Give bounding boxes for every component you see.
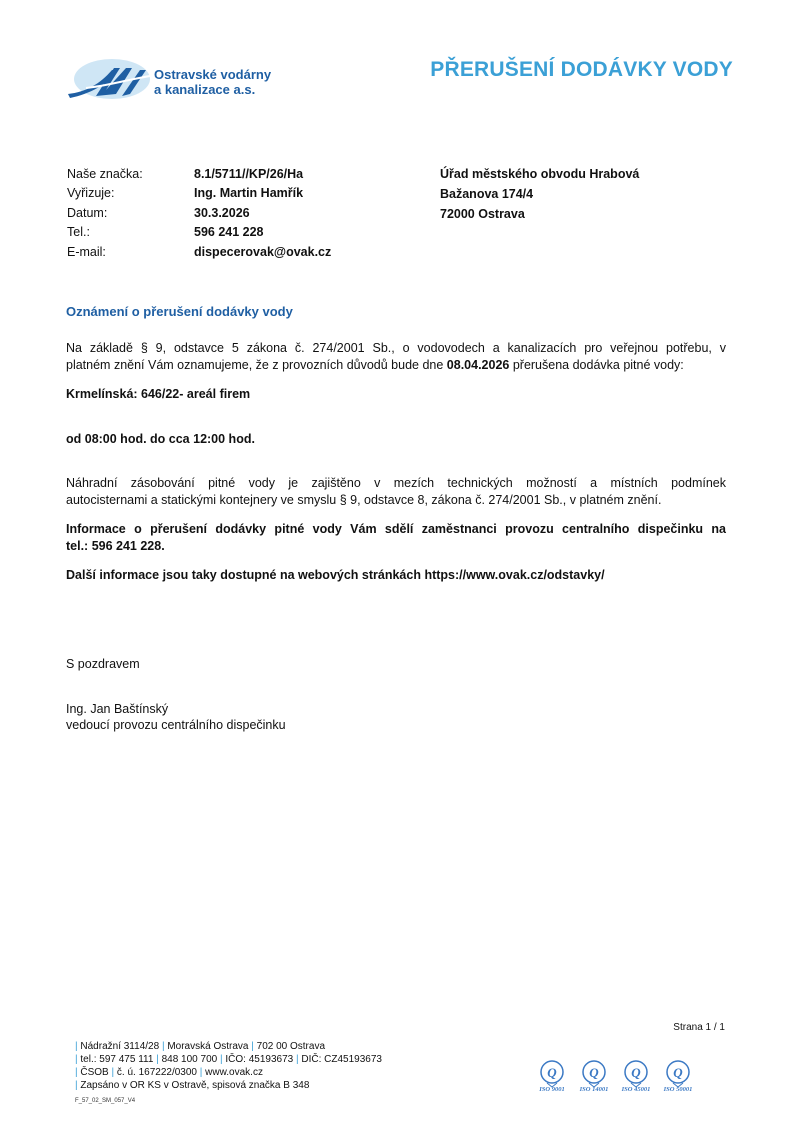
outage-date: 08.04.2026 [446, 357, 510, 372]
meta-value: 30.3.2026 [194, 205, 250, 220]
meta-value: dispecerovak@ovak.cz [194, 244, 332, 259]
meta-label: Tel.: [67, 225, 90, 240]
supply-line: Náhradní zásobování pitné vody je zajištěno v mezích technických možností a místních podmínek [66, 476, 726, 490]
iso-certifications [535, 1058, 695, 1093]
addressee-line: Úřad městského obvodu Hrabová [440, 167, 640, 181]
footer-item: www.ovak.cz [205, 1067, 263, 1078]
signature-block [66, 701, 286, 733]
document-title: PŘERUŠENÍ DODÁVKY VODY [430, 58, 733, 81]
footer-line: | tel.: 597 475 111 | 848 100 700 | IČO: 45193673 | DIČ: CZ45193673 [75, 1054, 382, 1065]
iso-badge [535, 1058, 569, 1093]
addressee-line: Bažanova 174/4 [440, 187, 534, 201]
footer-line: | Nádražní 3114/28 | Moravská Ostrava | 702 00 Ostrava [75, 1041, 326, 1052]
footer-item: Nádražní 3114/28 [80, 1041, 160, 1052]
iso-badge [619, 1058, 653, 1093]
intro-line [66, 357, 726, 374]
meta-label: Datum: [67, 205, 108, 220]
iso-label: ISO 45001 [621, 1086, 651, 1093]
meta-label: E-mail: [67, 244, 106, 259]
page-number: Strana 1 / 1 [673, 1022, 725, 1033]
greeting: S pozdravem [66, 657, 140, 671]
signatory-name: Ing. Jan Baštínský [66, 702, 169, 716]
quality-seal-icon [579, 1058, 609, 1088]
outage-time: od 08:00 hod. do cca 12:00 hod. [66, 432, 255, 446]
footer-contact [75, 1040, 382, 1092]
footer-item: č. ú. 167222/0300 [116, 1067, 197, 1078]
footer-item: 848 100 700 [161, 1054, 218, 1065]
footer-item: Zapsáno v OR KS v Ostravě, spisová značka B 348 [80, 1080, 310, 1091]
company-name-line2: a kanalizace a.s. [154, 82, 256, 97]
info-line: tel.: 596 241 228. [66, 538, 165, 553]
info-line: Informace o přerušení dodávky pitné vody Vám sdělí zaměstnanci provozu centralního dispečinku na [66, 522, 726, 536]
meta-value: 596 241 228 [194, 225, 264, 240]
iso-label: ISO 9001 [539, 1086, 565, 1093]
footer-item: 702 00 Ostrava [256, 1041, 326, 1052]
meta-value: 8.1/5711//KP/26/Ha [194, 167, 304, 181]
form-code: F_57_02_SM_057_V4 [75, 1098, 136, 1104]
company-name-line1: Ostravské vodárny [154, 67, 272, 82]
quality-seal-icon [537, 1058, 567, 1088]
footer-item: tel.: 597 475 111 [80, 1054, 154, 1065]
footer-item: IČO: 45193673 [225, 1054, 294, 1065]
svg-text:Q: Q [631, 1065, 641, 1080]
footer-line: | ČSOB | č. ú. 167222/0300 | www.ovak.cz [75, 1067, 263, 1078]
iso-label: ISO 14001 [579, 1086, 609, 1093]
supply-paragraph [66, 475, 726, 508]
info-paragraph [66, 521, 726, 554]
meta-row-email [67, 243, 331, 262]
meta-value: Ing. Martin Hamřík [194, 186, 304, 201]
footer-item: ČSOB [80, 1067, 109, 1078]
intro-line: Na základě § 9, odstavce 5 zákona č. 274/2001 Sb., o vodovodech a kanalizacích pro veřejnou potřebu, v [66, 341, 726, 355]
footer-line: | Zapsáno v OR KS v Ostravě, spisová značka B 348 [75, 1080, 310, 1091]
svg-text:Q: Q [589, 1065, 599, 1080]
supply-line: autocisternami a statickými kontejnery ve smyslu § 9, odstavce 8, zákona č. 274/2001 Sb., v platném znění. [66, 492, 662, 507]
footer-item: DIČ: CZ45193673 [301, 1054, 382, 1065]
iso-badge [577, 1058, 611, 1093]
addressee-block [440, 164, 639, 224]
ovak-logo [66, 56, 154, 102]
company-name [154, 67, 271, 97]
outage-location: Krmelínská: 646/22- areál firem [66, 387, 251, 401]
meta-row-date [67, 204, 331, 223]
iso-badge [661, 1058, 695, 1093]
intro-text: přerušena dodávka pitné vody: [509, 357, 684, 372]
meta-row-handler [67, 184, 331, 203]
signatory-role: vedoucí provozu centrálního dispečinku [66, 718, 286, 732]
iso-label: ISO 50001 [663, 1086, 693, 1093]
footer-item: Moravská Ostrava [167, 1041, 249, 1052]
addressee-line: 72000 Ostrava [440, 207, 525, 221]
svg-text:Q: Q [673, 1065, 683, 1080]
meta-label: Naše značka: [67, 167, 143, 181]
letter-subject: Oznámení o přerušení dodávky vody [66, 304, 293, 319]
svg-text:Q: Q [547, 1065, 557, 1080]
meta-row-reference [67, 165, 331, 184]
quality-seal-icon [663, 1058, 693, 1088]
quality-seal-icon [621, 1058, 651, 1088]
reference-block [67, 165, 331, 262]
intro-text: platném znění Vám oznamujeme, že z provozních důvodů bude dne [66, 357, 447, 372]
meta-label: Vyřizuje: [67, 186, 115, 201]
intro-paragraph [66, 340, 726, 373]
meta-row-phone [67, 223, 331, 242]
web-info: Další informace jsou taky dostupné na webových stránkách https://www.ovak.cz/odstavky/ [66, 568, 605, 582]
